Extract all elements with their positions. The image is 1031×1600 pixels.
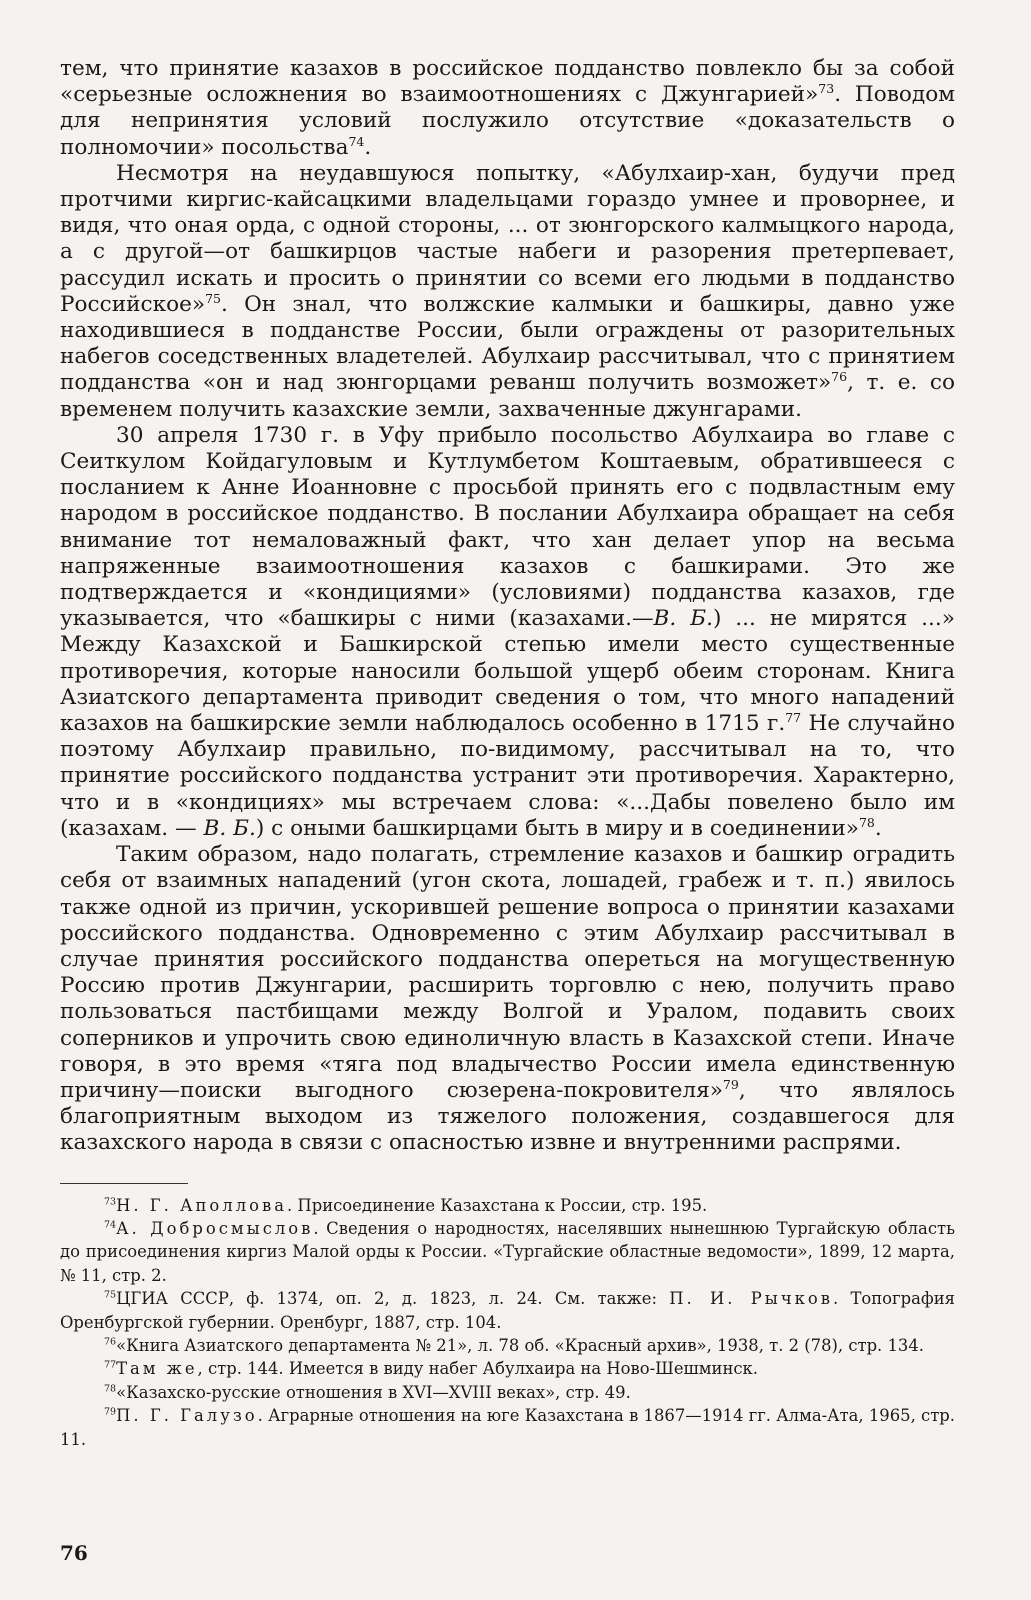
- footnote-78: $^{78}$«Казахско-русские отношения в XVI—XVIII веках», стр. 49.: [104, 1382, 631, 1402]
- footnote-ref-78: 78: [858, 814, 875, 830]
- footnote-ref-77: 77: [785, 709, 802, 725]
- page-number: 76: [60, 1541, 88, 1565]
- paragraph-3: 30 апреля 1730 г. в Уфу прибыло посольство Абулхаира во главе с Сеиткулом Койдагуловым и Кутлумбетом Коштаевым, обратившееся с посланием к Анне Иоанновне с просьбой принять его с подвластным ему народом в российское подданство. В послании Абулхаира обращает на себя внимание тот немаловажный факт, что хан делает упор на весьма напряженные взаимоотношения казахов с башкирами. Это же подтверждается и «кондициями» (условиями) подданства казахов, где указывается, что «башкиры с ними (казахами.—В. Б.) ... не мирятся ...» Между Казахской и Башкирской степью имели место существенные противоречия, которые наносили большой ущерб обеим сторонам. Книга Азиатского департамента приводит сведения о том, что много нападений казахов на башкирские земли наблюдалось особенно в 1715 г.$^{77}$ Не случайно поэтому Абулхаир правильно, по-видимому, рассчитывал на то, что принятие российского подданства устранит эти противоречия. Характерно, что и в «кондициях» мы встречаем слова: «...Дабы повелено было им (казахам. — В. Б.) с оными башкирцами быть в миру и в соединении»$^{78}$.: [60, 422, 955, 841]
- footnote-79: $^{79}$П. Г. Галузо. Аграрные отношения на юге Казахстана в 1867—1914 гг. Алма-Ата, 1965, стр. 11.: [60, 1406, 955, 1449]
- footnote-76: $^{76}$«Книга Азиатского департамента № 21», л. 78 об. «Красный архив», 1938, т. 2 (78), стр. 134.: [104, 1335, 924, 1355]
- footnote-ref-73: 73: [818, 81, 835, 97]
- footnote-divider: [60, 1183, 188, 1184]
- paragraph-2: Несмотря на неудавшуюся попытку, «Абулхаир-хан, будучи пред протчими киргис-кайсацкими владельцами гораздо умнее и проворнее, и видя, что оная орда, с одной стороны, ... от зюнгорского калмыцкого народа, а с другой—от башкирцов частые набеги и разорения претерпевает, рассудил искать и просить о принятии со всеми его людьми в подданство Российское»$^{75}$. Он знал, что волжские калмыки и башкиры, давно уже находившиеся в подданстве России, были ограждены от разорительных набегов соседственных владетелей. Абулхаир рассчитывал, что с принятием подданства «он и над зюнгорцами реванш получить возможет»$^{76}$, т. е. со временем получить казахские земли, захваченные джунгарами.: [60, 160, 955, 422]
- paragraph-4: Таким образом, надо полагать, стремление казахов и башкир оградить себя от взаимных нападений (угон скота, лошадей, грабеж и т. п.) явилось также одной из причин, ускорившей решение вопроса о принятии казахами российского подданства. Одновременно с этим Абулхаир рассчитывал в случае принятия российского подданства опереться на могущественную Россию против Джунгарии, расширить торговлю с нею, получить право пользоваться пастбищами между Волгой и Уралом, подавить своих соперников и упрочить свою единоличную власть в Казахской степи. Иначе говоря, в это время «тяга под владычество России имела единственную причину—поиски выгодного сюзерена-покровителя»$^{79}$, что являлось благоприятным выходом из тяжелого положения, создавшегося для казахского народа в связи с опасностью извне и внутренними распрями.: [60, 842, 955, 1156]
- paragraph-1: тем, что принятие казахов в российское подданство повлекло бы за собой «серьезные осложнения во взаимоотношениях с Джунгарией»$^{73}$. Поводом для непринятия условий послужило отсутствие «доказательств о полномочии» посольства$^{74}$.: [60, 56, 955, 160]
- footnote-ref-76: 76: [831, 369, 848, 385]
- main-text: [60, 56, 955, 1157]
- footnote-75: $^{75}$ЦГИА СССР, ф. 1374, оп. 2, д. 1823, л. 24. См. также: П. И. Рычков. Топография Оренбургской губернии. Оренбург, 1887, стр. 104.: [60, 1289, 955, 1332]
- footnote-77: $^{77}$Там же, стр. 144. Имеется в виду набег Абулхаира на Ново-Шешминск.: [104, 1359, 758, 1379]
- footnote-ref-79: 79: [722, 1076, 739, 1092]
- footnote-ref-74: 74: [348, 133, 365, 149]
- footnote-73: $^{73}$Н. Г. Аполлова. Присоединение Казахстана к России, стр. 195.: [104, 1195, 708, 1215]
- footnote-ref-75: 75: [205, 290, 222, 306]
- footnotes: [60, 1194, 955, 1451]
- page: [60, 56, 955, 1451]
- footnote-74: $^{74}$А. Добросмыслов. Сведения о народностях, населявших нынешнюю Тургайскую область до присоединения киргиз Малой орды к России. «Тургайские областные ведомости», 1899, 12 марта, № 11, стр. 2.: [60, 1218, 955, 1285]
